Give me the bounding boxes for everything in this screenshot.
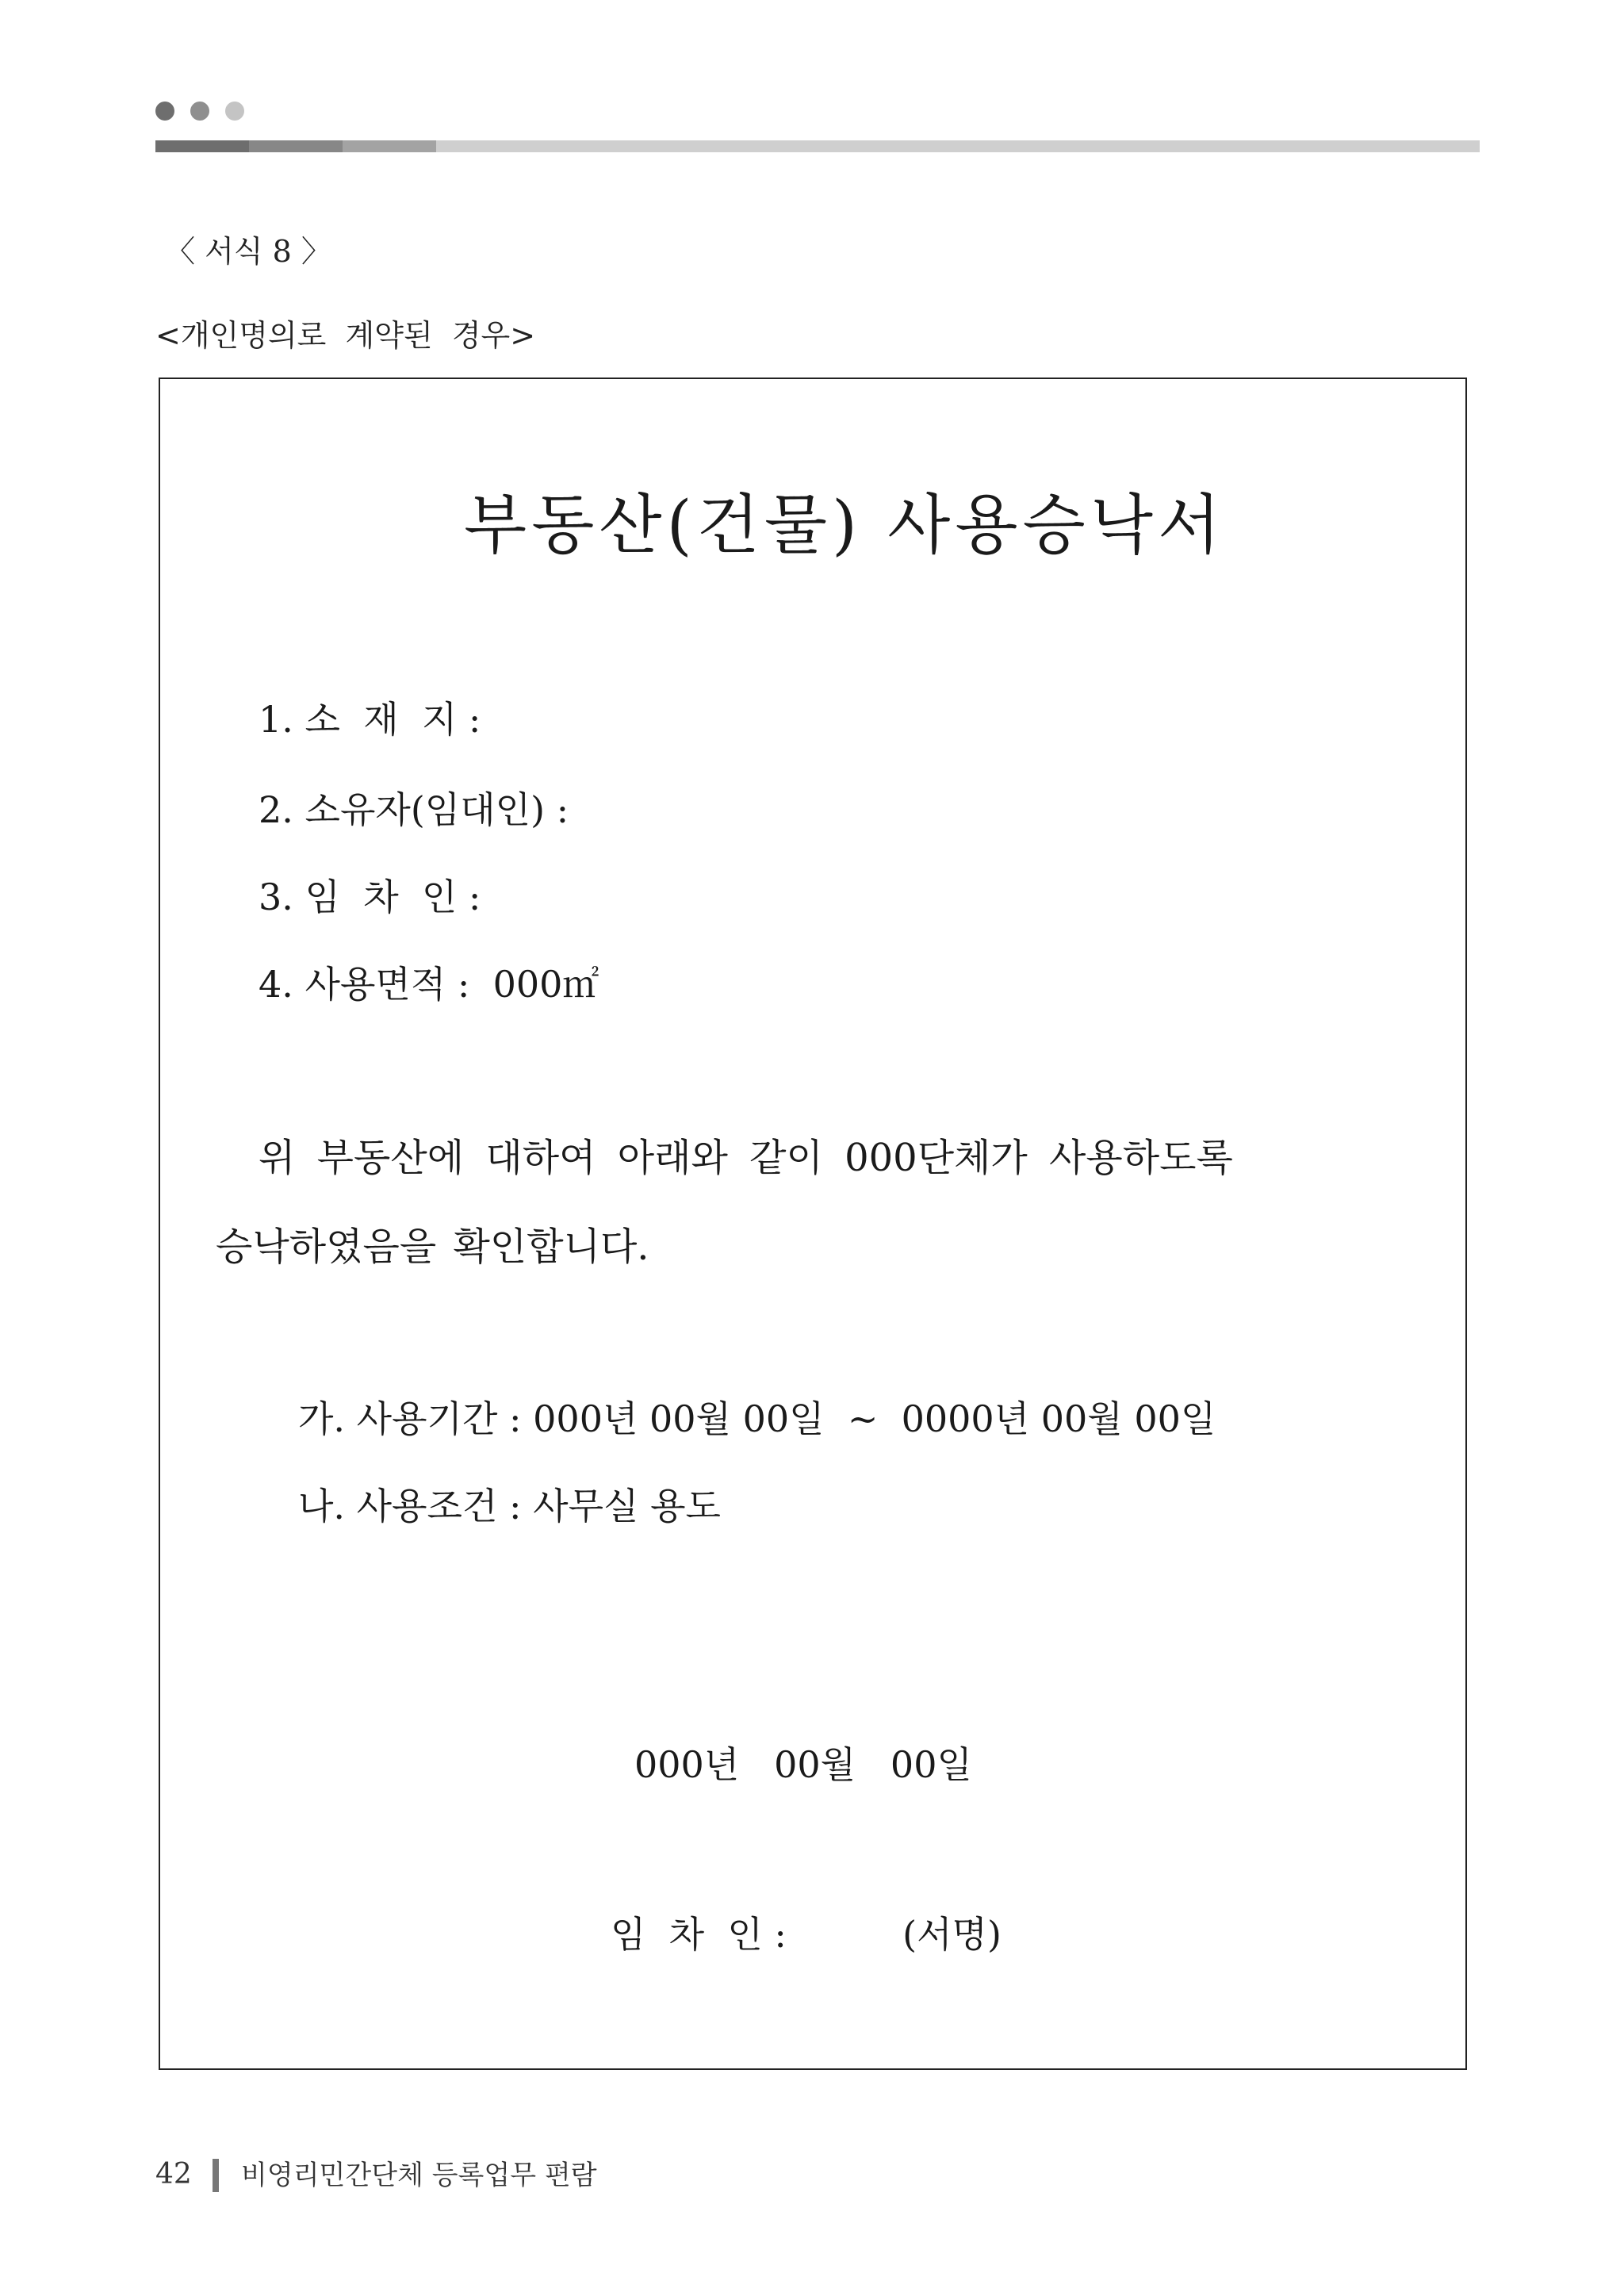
- item-location: 1. 소 재 지 :: [259, 698, 481, 741]
- statement-line-2: 승낙하였음을 확인합니다.: [216, 1225, 649, 1269]
- header-rule-segment: [343, 140, 436, 152]
- condition-usage-period: 가. 사용기간 : 000년 00월 00일 ~ 0000년 00월 00일: [298, 1397, 1216, 1440]
- form-frame: [159, 378, 1467, 2070]
- decoration-dot: [225, 102, 244, 121]
- header-rule-segment: [155, 140, 249, 152]
- statement-line-1: 위 부동산에 대하여 아래와 같이 000단체가 사용하도록: [259, 1136, 1233, 1180]
- form-number: 〈 서식 8 〉: [165, 234, 331, 269]
- footer-separator: [213, 2159, 219, 2192]
- page-number: 42: [155, 2158, 192, 2191]
- header-rule: [436, 140, 1480, 152]
- book-title: 비영리민간단체 등록업무 편람: [241, 2160, 597, 2191]
- form-subtitle: <개인명의로 계약된 경우>: [155, 318, 536, 353]
- header-rule-segment: [249, 140, 343, 152]
- document-title: 부동산(건물) 사용승낙서: [464, 488, 1226, 563]
- item-tenant: 3. 임 차 인 :: [259, 876, 481, 918]
- decoration-dot: [190, 102, 209, 121]
- item-owner: 2. 소유자(임대인) :: [259, 788, 569, 831]
- signature-line: 임 차 인 : (서명): [611, 1913, 1002, 1956]
- item-usage-area: 4. 사용면적 : 000㎡: [259, 963, 599, 1006]
- document-date: 000년 00월 00일: [634, 1743, 972, 1786]
- condition-usage-terms: 나. 사용조건 : 사무실 용도: [298, 1485, 721, 1527]
- decoration-dot: [155, 102, 174, 121]
